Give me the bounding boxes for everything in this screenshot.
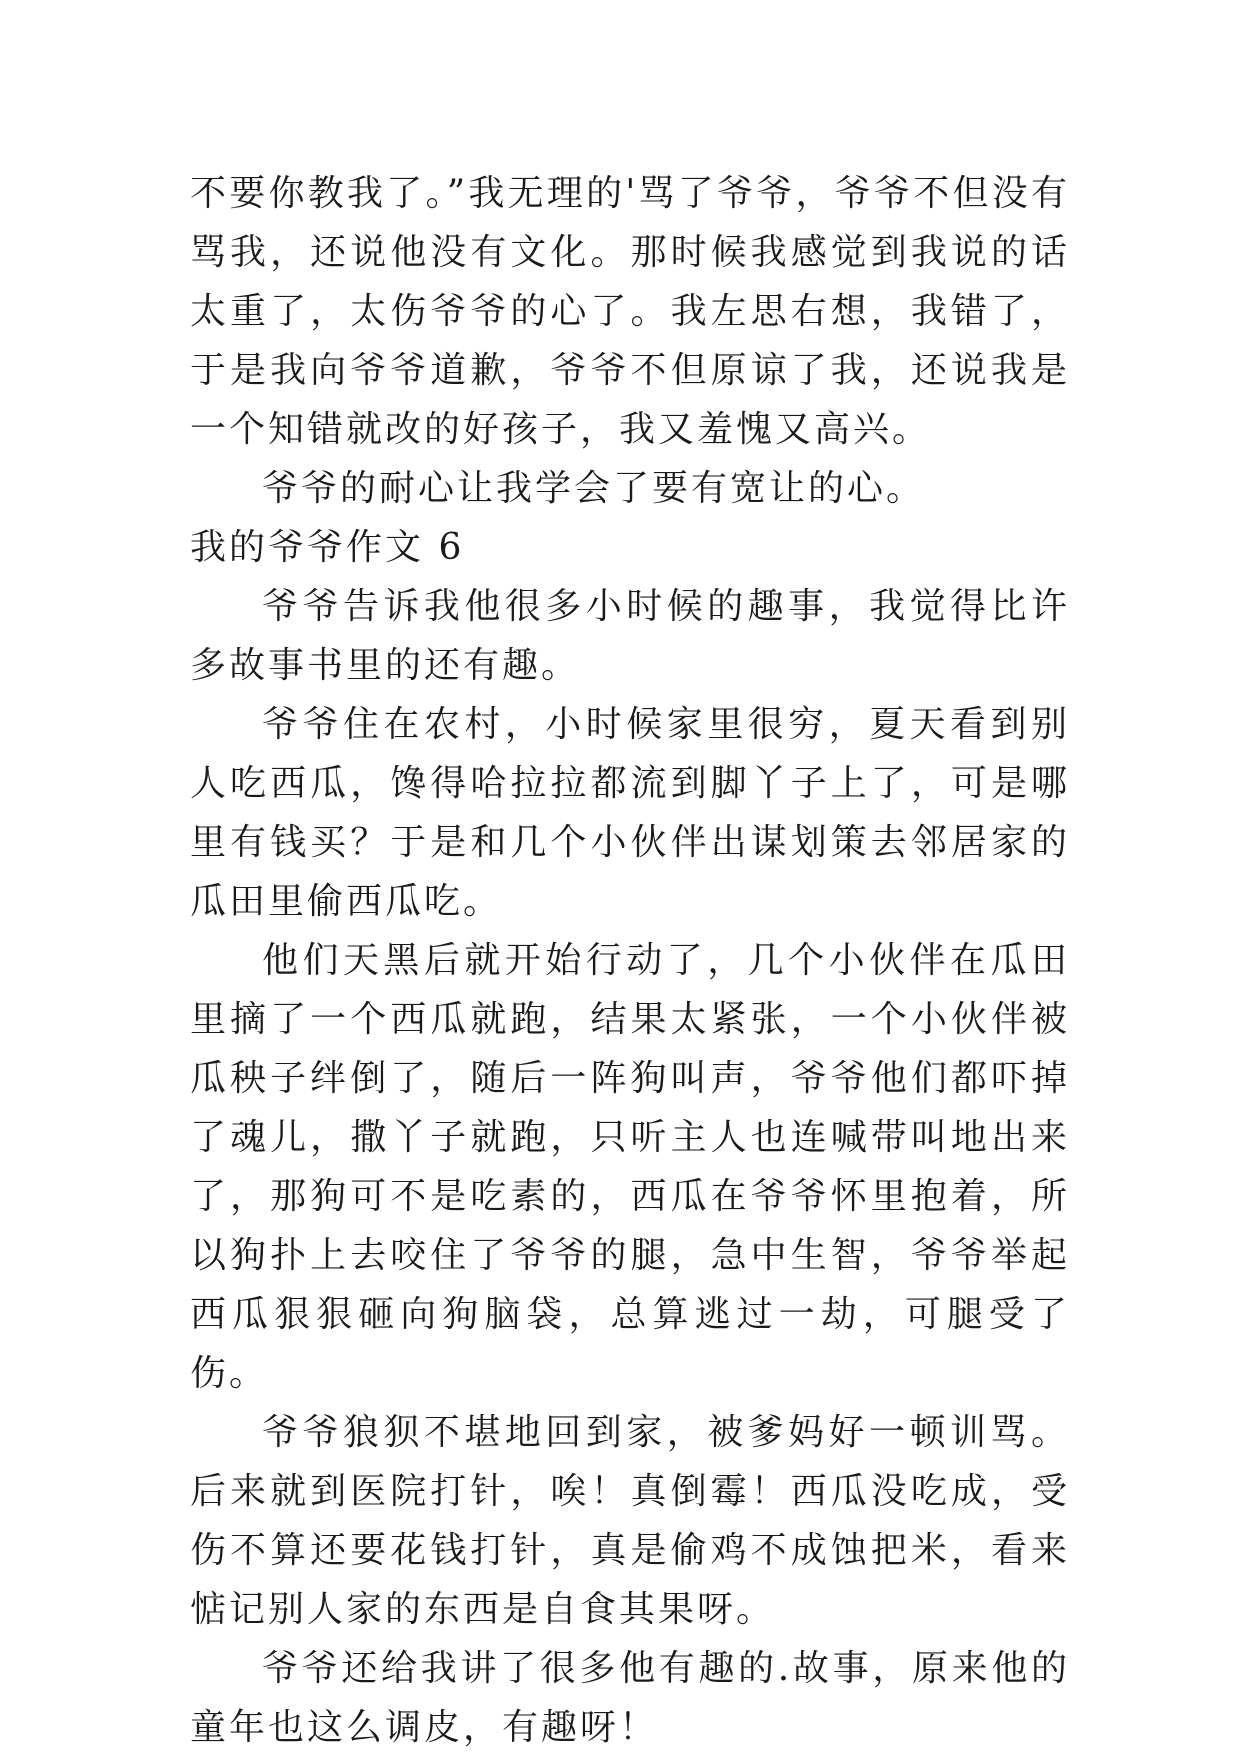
paragraph-continuation: 不要你教我了。”我无理的'骂了爷爷，爷爷不但没有骂我，还说他没有文化。那时候我感觉到我说的话太重了，太伤爷爷的心了。我左思右想，我错了，于是我向爷爷道歉，爷爷不但原谅了我，还说我是一个知错就改的好孩子，我又羞愧又高兴。 — [190, 173, 1070, 450]
paragraph: 爷爷告诉我他很多小时候的趣事，我觉得比许多故事书里的还有趣。 — [190, 586, 1070, 686]
paragraph: 爷爷还给我讲了很多他有趣的.故事，原来他的童年也这么调皮，有趣呀！ — [190, 1648, 1070, 1748]
paragraph: 爷爷的耐心让我学会了要有宽让的心。 — [262, 468, 926, 509]
document-body — [190, 164, 1070, 1757]
section-heading: 我的爷爷作文 6 — [190, 527, 465, 568]
paragraph: 爷爷狼狈不堪地回到家，被爹妈好一顿训骂。后来就到医院打针，唉！真倒霉！西瓜没吃成，受伤不算还要花钱打针，真是偷鸡不成蚀把米，看来惦记别人家的东西是自食其果呀。 — [190, 1412, 1070, 1630]
paragraph: 他们天黑后就开始行动了，几个小伙伴在瓜田里摘了一个西瓜就跑，结果太紧张，一个小伙伴被瓜秧子绊倒了，随后一阵狗叫声，爷爷他们都吓掉了魂儿，撒丫子就跑，只听主人也连喊带叫地出来了，那狗可不是吃素的，西瓜在爷爷怀里抱着，所以狗扑上去咬住了爷爷的腿，急中生智，爷爷举起西瓜狠狠砸向狗脑袋，总算逃过一劫，可腿受了伤。 — [190, 940, 1070, 1394]
paragraph: 爷爷住在农村，小时候家里很穷，夏天看到别人吃西瓜，馋得哈拉拉都流到脚丫子上了，可是哪里有钱买？于是和几个小伙伴出谋划策去邻居家的瓜田里偷西瓜吃。 — [190, 704, 1070, 922]
